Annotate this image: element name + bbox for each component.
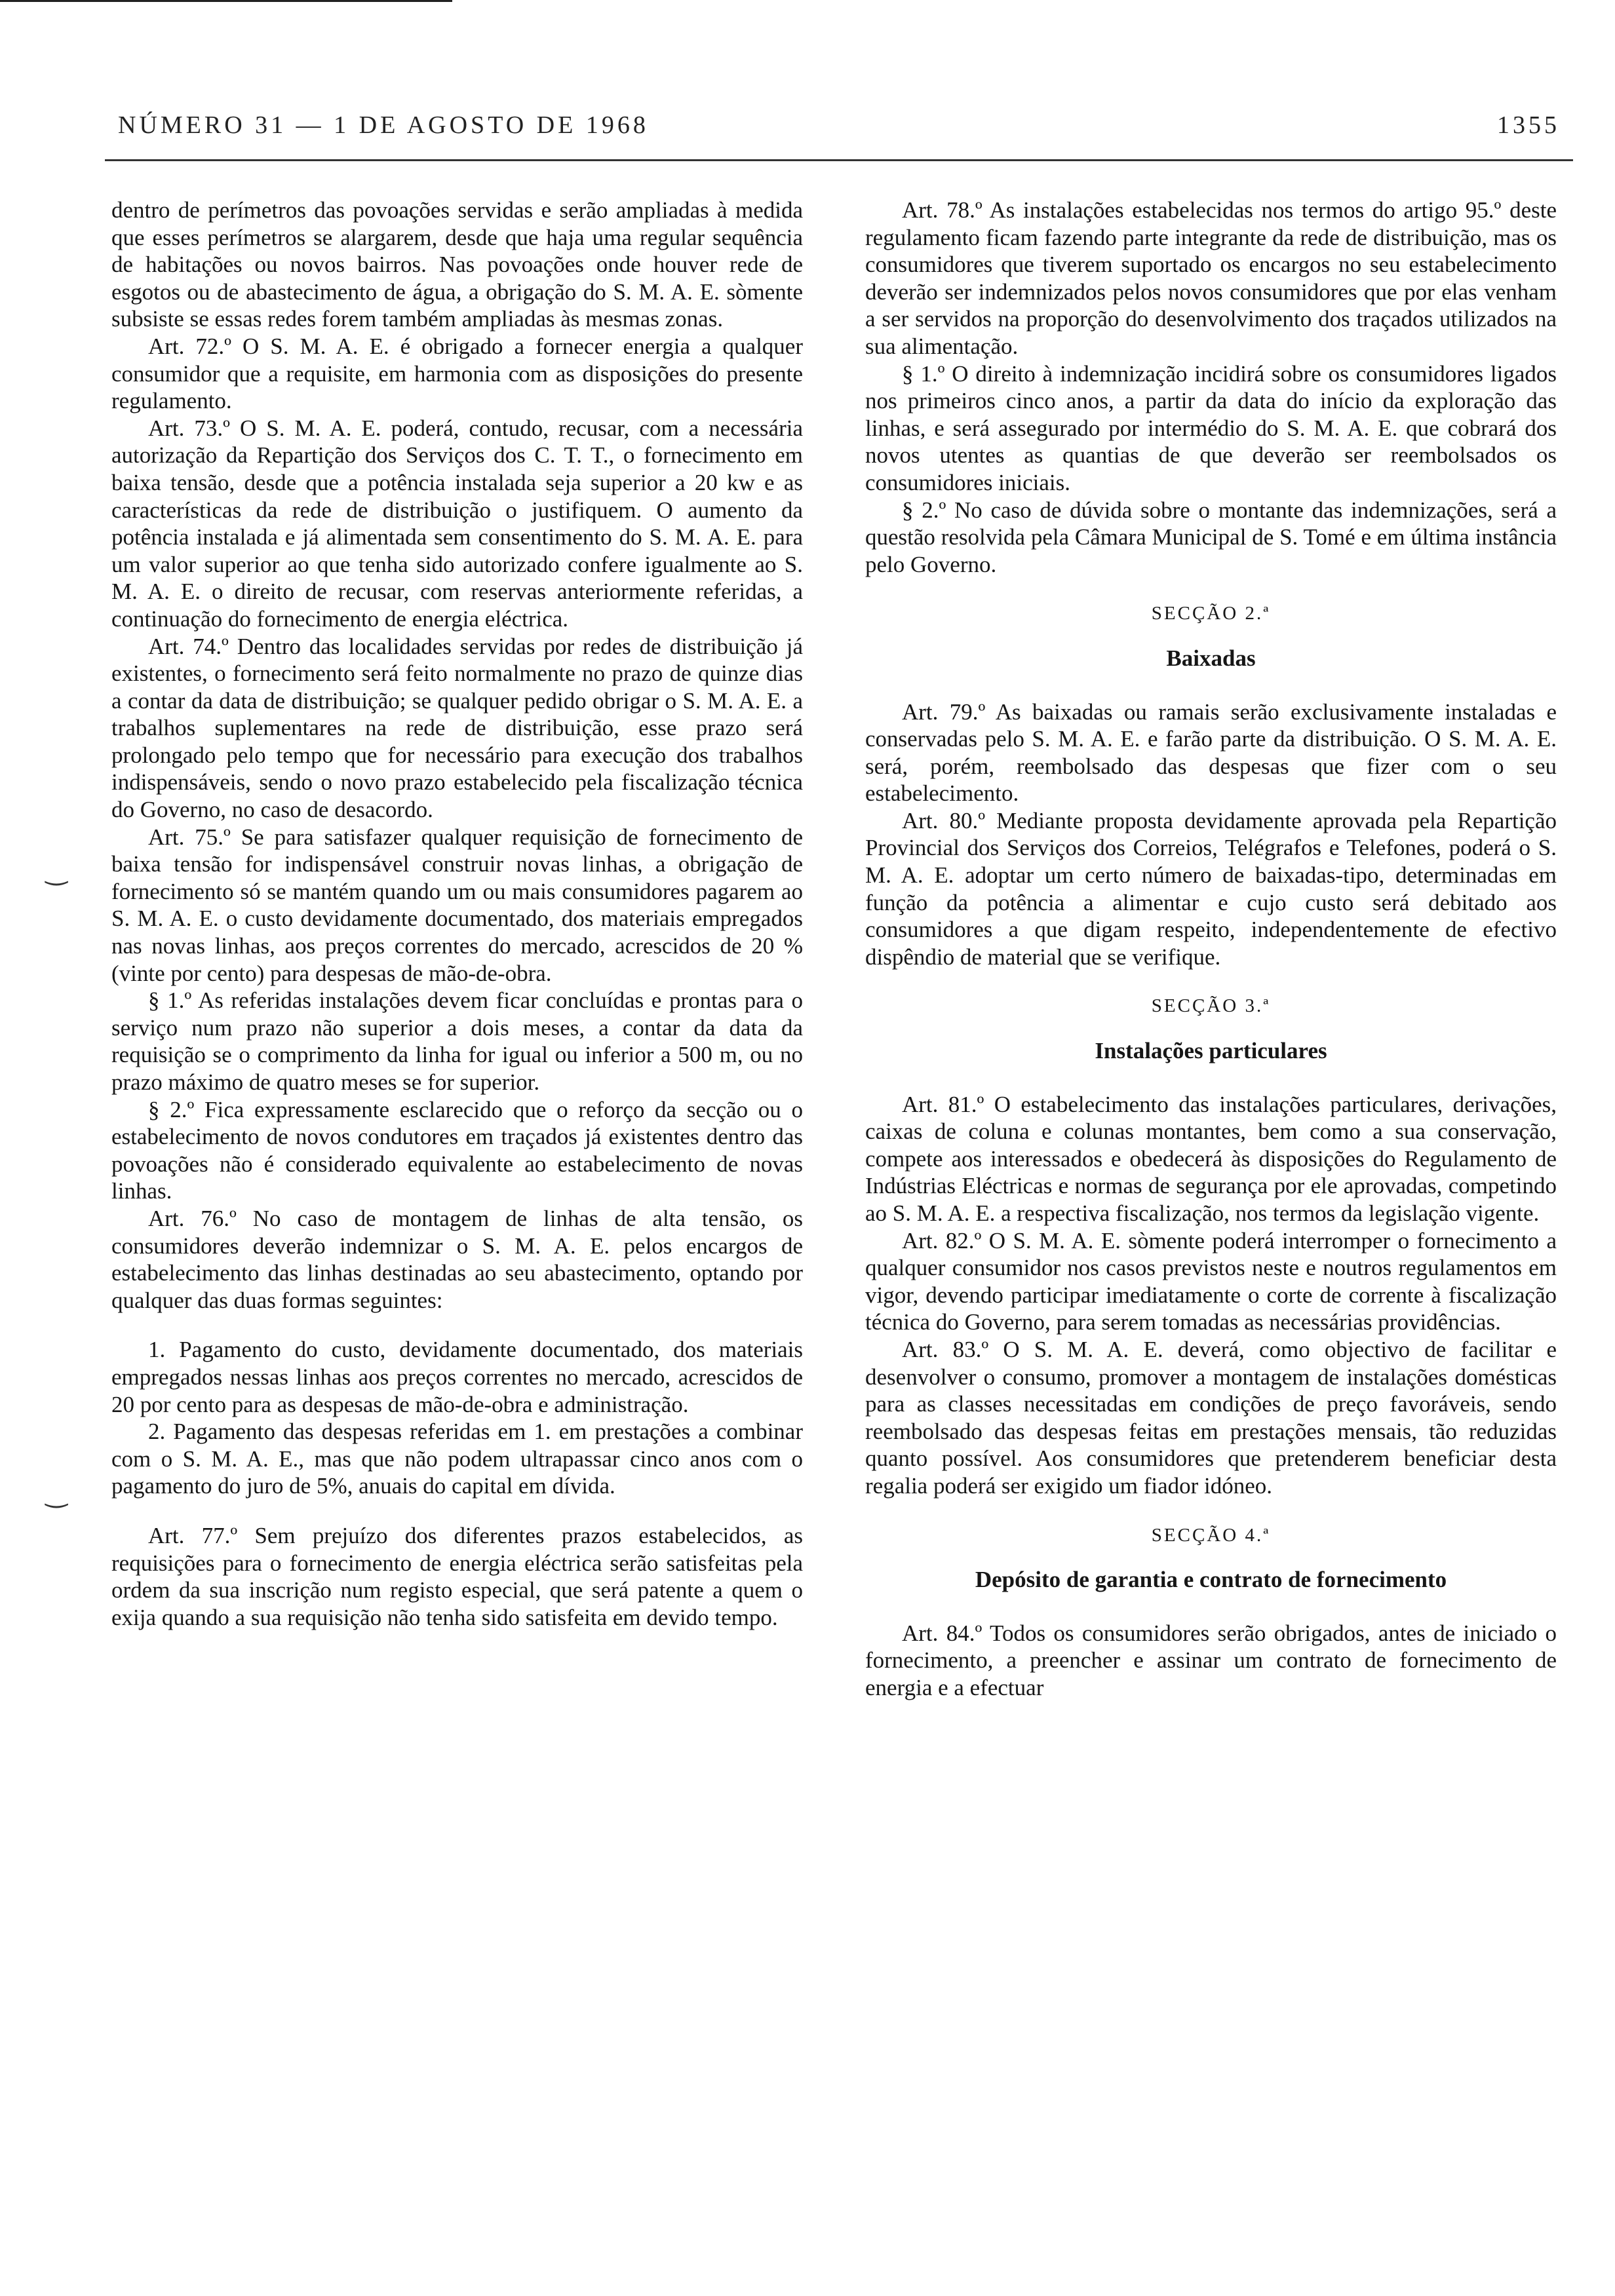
page-header (111, 108, 1580, 142)
section-label: SECÇÃO 3.ª (1151, 995, 1271, 1017)
article-paragraph: § 1.º O direito à indemnização incidirá sobre os consumidores ligados nos primeiros cinco anos, a partir da data do início da exploração das linhas, e será assegurado por intermédio do S. M. A. E. que cobrará dos novos utentes as quantias de que deverão ser reembolsados os consumidores iniciais. (865, 360, 1557, 495)
top-edge-rule (0, 0, 452, 2)
page-number: 1355 (1497, 111, 1560, 139)
article-paragraph: 1. Pagamento do custo, devidamente documentado, dos materiais empregados nessas linhas aos preços correntes no mercado, acrescidos de 20 por cento para as despesas de mão-de-obra e administração. (111, 1337, 803, 1417)
article-paragraph: Art. 81.º O estabelecimento das instalações particulares, derivações, caixas de coluna e colunas montantes, bem como a sua conservação, compete aos interessados e obedecerá às disposições do Regulamento de Indústrias Eléctricas e normas de segurança por ele aprovadas, competindo ao S. M. A. E. a respectiva fiscalização, nos termos da legislação vigente. (865, 1091, 1557, 1226)
section-label: SECÇÃO 2.ª (1151, 603, 1271, 624)
article-paragraph: § 2.º No caso de dúvida sobre o montante das indemnizações, será a questão resolvida pela Câmara Municipal de S. Tomé e em última instância pelo Governo. (865, 497, 1557, 577)
article-paragraph: Art. 83.º O S. M. A. E. deverá, como objectivo de facilitar e desenvolver o consumo, promover a montagem de instalações domésticas para as classes necessitadas em condições de preço favoráveis, sendo reembolsado das despesas feitas em prestações mensais, tão reduzidas quanto possível. Aos consumidores que pretenderem beneficiar desta regalia poderá ser exigido um fiador idóneo. (865, 1336, 1557, 1499)
article-paragraph: Art. 73.º O S. M. A. E. poderá, contudo, recusar, com a necessária autorização da Repartição dos Serviços dos C. T. T., o fornecimento em baixa tensão, desde que a potência instalada seja superior a 20 kw e as características da rede de distribuição o justifiquem. O aumento da potência instalada e já alimentada sem consentimento do S. M. A. E. para um valor superior ao que tenha sido autorizado confere igualmente ao S. M. A. E. o direito de recusar, com reservas anteriormente referidas, a continuação do fornecimento de energia eléctrica. (111, 415, 803, 632)
section-heading: Baixadas (1166, 645, 1256, 671)
issue-line: NÚMERO 31 — 1 DE AGOSTO DE 1968 (118, 111, 649, 139)
article-paragraph: Art. 82.º O S. M. A. E. sòmente poderá interromper o fornecimento a qualquer consumidor nos casos previstos neste e noutros regulamentos em vigor, devendo participar imediatamente o corte de corrente à fiscalização técnica do Governo, para serem tomadas as necessárias providências. (865, 1227, 1557, 1335)
section-heading: Depósito de garantia e contrato de fornecimento (975, 1567, 1447, 1593)
article-paragraph: Art. 77.º Sem prejuízo dos diferentes prazos estabelecidos, as requisições para o fornecimento de energia eléctrica serão satisfeitas pela ordem da sua inscrição num registo especial, que será patente a quem o exija quando a sua requisição não tenha sido satisfeita em devido tempo. (111, 1522, 803, 1630)
article-paragraph: 2. Pagamento das despesas referidas em 1. em prestações a combinar com o S. M. A. E., mas que não podem ultrapassar cinco anos com o pagamento do juro de 5%, anuais do capital em dívida. (111, 1419, 803, 1499)
article-paragraph: Art. 80.º Mediante proposta devidamente aprovada pela Repartição Provincial dos Serviços dos Correios, Telégrafos e Telefones, poderá o S. M. A. E. adoptar um certo número de baixadas-tipo, determinadas em função da potência a alimentar e cujo custo será debitado aos consumidores a que digam respeito, independentemente de efectivo dispêndio de material que se verifique. (865, 807, 1557, 970)
article-paragraph: Art. 76.º No caso de montagem de linhas de alta tensão, os consumidores deverão indemnizar o S. M. A. E. pelos encargos de estabelecimento das linhas destinadas ao seu abastecimento, optando por qualquer das duas formas seguintes: (111, 1205, 803, 1313)
margin-mark: ‿ (46, 1478, 68, 1508)
header-rule (105, 159, 1573, 161)
article-paragraph: Art. 78.º As instalações estabelecidas nos termos do artigo 95.º deste regulamento ficam fazendo parte integrante da rede de distribuição, mas os consumidores que tiverem suportado os encargos no seu estabelecimento deverão ser indemnizados pelos novos consumidores que por elas venham a ser servidos na proporção do desenvolvimento dos traçados utilizados na sua alimentação. (865, 197, 1557, 359)
article-paragraph: § 1.º As referidas instalações devem ficar concluídas e prontas para o serviço num prazo não superior a dois meses, a contar da data da requisição se o comprimento da linha for igual ou inferior a 500 m, ou no prazo máximo de quatro meses se for superior. (111, 987, 803, 1095)
article-paragraph: Art. 72.º O S. M. A. E. é obrigado a fornecer energia a qualquer consumidor que a requisite, em harmonia com as disposições do presente regulamento. (111, 333, 803, 414)
section-heading: Instalações particulares (1095, 1038, 1327, 1064)
left-column (111, 197, 803, 1631)
article-paragraph: Art. 74.º Dentro das localidades servidas por redes de distribuição já existentes, o fornecimento será feito normalmente no prazo de quinze dias a contar da data de distribuição; se qualquer pedido obrigar o S. M. A. E. a trabalhos suplementares na rede de distribuição, esse prazo será prolongado pelo tempo que for necessário para execução dos trabalhos indispensáveis, sendo o novo prazo estabelecido pela fiscalização técnica do Governo, no caso de desacordo. (111, 633, 803, 823)
section-label: SECÇÃO 4.ª (1151, 1524, 1271, 1546)
article-paragraph: Art. 79.º As baixadas ou ramais serão exclusivamente instaladas e conservadas pelo S. M. A. E. e farão parte da distribuição. O S. M. A. E. será, porém, reembolsado das despesas que fizer com o seu estabelecimento. (865, 698, 1557, 807)
margin-mark: ‿ (46, 856, 68, 885)
article-paragraph: Art. 84.º Todos os consumidores serão obrigados, antes de iniciado o fornecimento, a preencher e assinar um contrato de fornecimento de energia e a efectuar (865, 1620, 1557, 1700)
article-paragraph: dentro de perímetros das povoações servidas e serão ampliadas à medida que esses perímetros se alargarem, desde que haja uma regular sequência de habitações ou novos bairros. Nas povoações onde houver rede de esgotos ou de abastecimento de água, a obrigação do S. M. A. E. sòmente subsiste se essas redes forem também ampliadas às mesmas zonas. (111, 197, 803, 332)
article-paragraph: § 2.º Fica expressamente esclarecido que o reforço da secção ou o estabelecimento de novos condutores em traçados já existentes dentro das povoações não é considerado equivalente ao estabelecimento de novas linhas. (111, 1096, 803, 1204)
article-paragraph: Art. 75.º Se para satisfazer qualquer requisição de fornecimento de baixa tensão for indispensável construir novas linhas, a obrigação de fornecimento só se mantém quando um ou mais consumidores pagarem ao S. M. A. E. o custo devidamente documentado, dos materiais empregados nas novas linhas, aos preços correntes do mercado, acrescidos de 20 % (vinte por cento) para despesas de mão-de-obra. (111, 824, 803, 986)
right-column (865, 197, 1557, 1702)
